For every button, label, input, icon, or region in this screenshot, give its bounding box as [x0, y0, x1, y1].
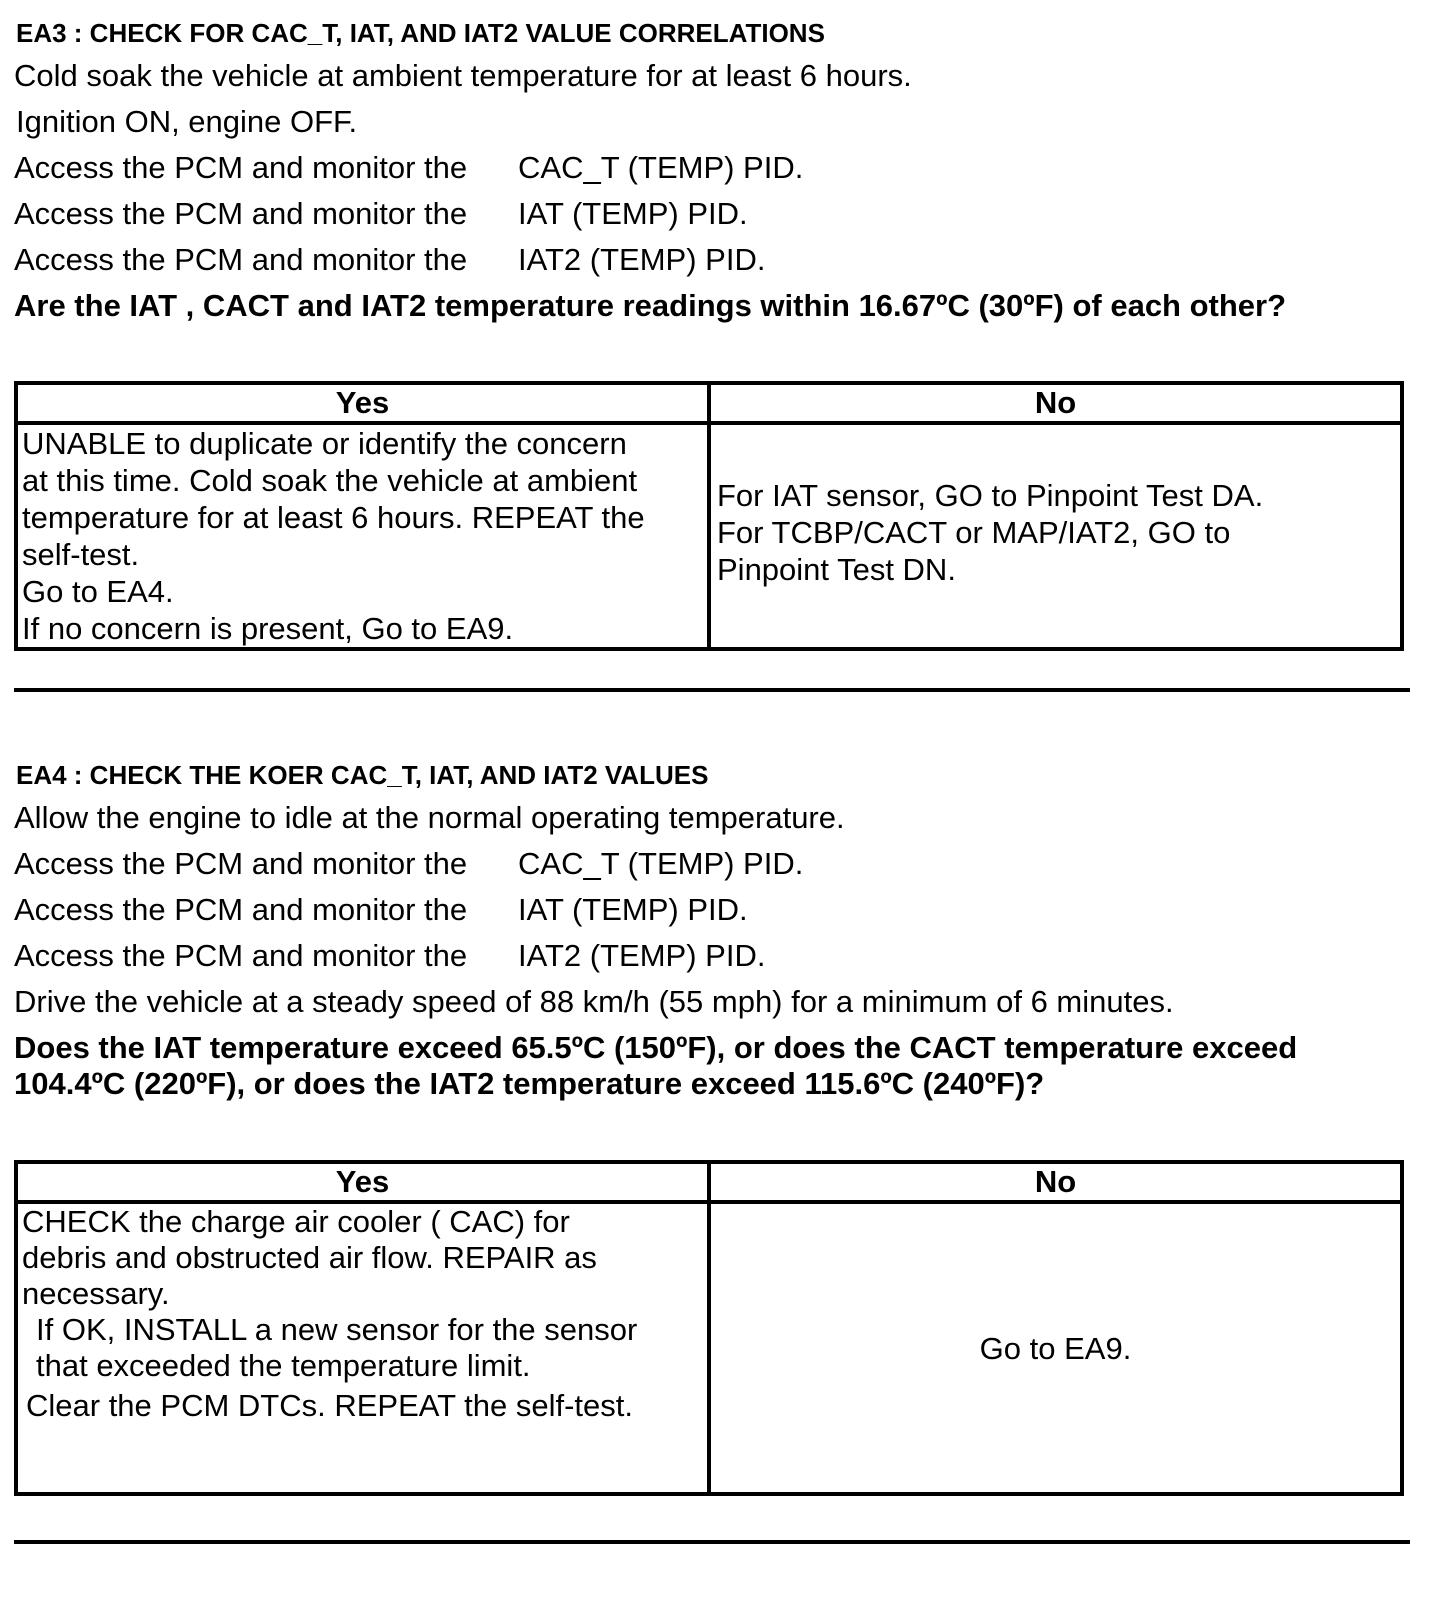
monitor-pid: IAT (TEMP) PID. — [518, 892, 748, 927]
ea4-question-line-1: Does the IAT temperature exceed 65.5ºC (150ºF), or does the CACT temperature exceed — [14, 1030, 1298, 1065]
no-line: Pinpoint Test DN. — [717, 552, 956, 587]
monitor-prefix: Access the PCM and monitor the — [14, 892, 468, 927]
yes-line: debris and obstructed air flow. REPAIR as — [22, 1240, 597, 1275]
monitor-prefix: Access the PCM and monitor the — [14, 196, 468, 231]
monitor-prefix: Access the PCM and monitor the — [14, 242, 468, 277]
ea4-drive-line: Drive the vehicle at a steady speed of 88 km/h (55 mph) for a minimum of 6 minutes. — [14, 984, 1174, 1019]
no-cell — [709, 423, 1402, 649]
no-cell: Go to EA9. — [709, 1202, 1402, 1494]
yes-header: Yes — [16, 1162, 709, 1202]
monitor-pid: CAC_T (TEMP) PID. — [518, 150, 804, 185]
ea4-decision-table — [14, 1160, 1404, 1496]
ea3-monitor-iat2 — [14, 242, 765, 278]
ea3-monitor-iat — [14, 196, 748, 232]
monitor-pid: IAT2 (TEMP) PID. — [518, 938, 766, 973]
yes-cell — [16, 1202, 709, 1494]
yes-line: temperature for at least 6 hours. REPEAT the — [22, 500, 645, 535]
ea4-heading: EA4 : CHECK THE KOER CAC_T, IAT, AND IAT2 VALUES — [16, 760, 709, 790]
yes-line: CHECK the charge air cooler ( CAC) for — [22, 1204, 570, 1239]
yes-line: that exceeded the temperature limit. — [36, 1348, 531, 1383]
yes-line: Clear the PCM DTCs. REPEAT the self-test. — [26, 1388, 633, 1423]
no-header: No — [709, 383, 1402, 423]
no-line: For IAT sensor, GO to Pinpoint Test DA. — [717, 478, 1264, 513]
section-divider — [14, 688, 1410, 692]
yes-line: at this time. Cold soak the vehicle at ambient — [22, 463, 638, 498]
no-line: For TCBP/CACT or MAP/IAT2, GO to — [717, 515, 1231, 550]
ea4-monitor-iat — [14, 892, 748, 928]
yes-line: If no concern is present, Go to EA9. — [22, 611, 514, 646]
section-divider — [14, 1540, 1410, 1544]
ea3-cold-soak-line: Cold soak the vehicle at ambient temperature for at least 6 hours. — [14, 58, 912, 93]
ea3-question: Are the IAT , CACT and IAT2 temperature readings within 16.67ºC (30ºF) of each other? — [14, 288, 1287, 323]
monitor-pid: IAT2 (TEMP) PID. — [518, 242, 766, 277]
monitor-prefix: Access the PCM and monitor the — [14, 150, 468, 185]
ea4-question-line-2: 104.4ºC (220ºF), or does the IAT2 temperature exceed 115.6ºC (240ºF)? — [14, 1066, 1045, 1101]
monitor-prefix: Access the PCM and monitor the — [14, 938, 468, 973]
ea3-ignition-line: Ignition ON, engine OFF. — [16, 104, 358, 139]
ea4-monitor-iat2 — [14, 938, 765, 974]
yes-line: If OK, INSTALL a new sensor for the sensor — [36, 1312, 638, 1347]
monitor-pid: CAC_T (TEMP) PID. — [518, 846, 804, 881]
no-header: No — [709, 1162, 1402, 1202]
yes-line: Go to EA4. — [22, 574, 174, 609]
ea4-idle-line: Allow the engine to idle at the normal operating temperature. — [14, 800, 845, 835]
yes-cell — [16, 423, 709, 649]
ea3-heading: EA3 : CHECK FOR CAC_T, IAT, AND IAT2 VALUE CORRELATIONS — [16, 18, 825, 48]
yes-header: Yes — [16, 383, 709, 423]
ea3-decision-table — [14, 381, 1404, 651]
ea3-monitor-cact — [14, 150, 803, 186]
yes-line: UNABLE to duplicate or identify the concern — [22, 426, 627, 461]
yes-line: necessary. — [22, 1276, 170, 1311]
yes-line: self-test. — [22, 537, 140, 572]
monitor-pid: IAT (TEMP) PID. — [518, 196, 748, 231]
monitor-prefix: Access the PCM and monitor the — [14, 846, 468, 881]
ea4-monitor-cact — [14, 846, 803, 882]
